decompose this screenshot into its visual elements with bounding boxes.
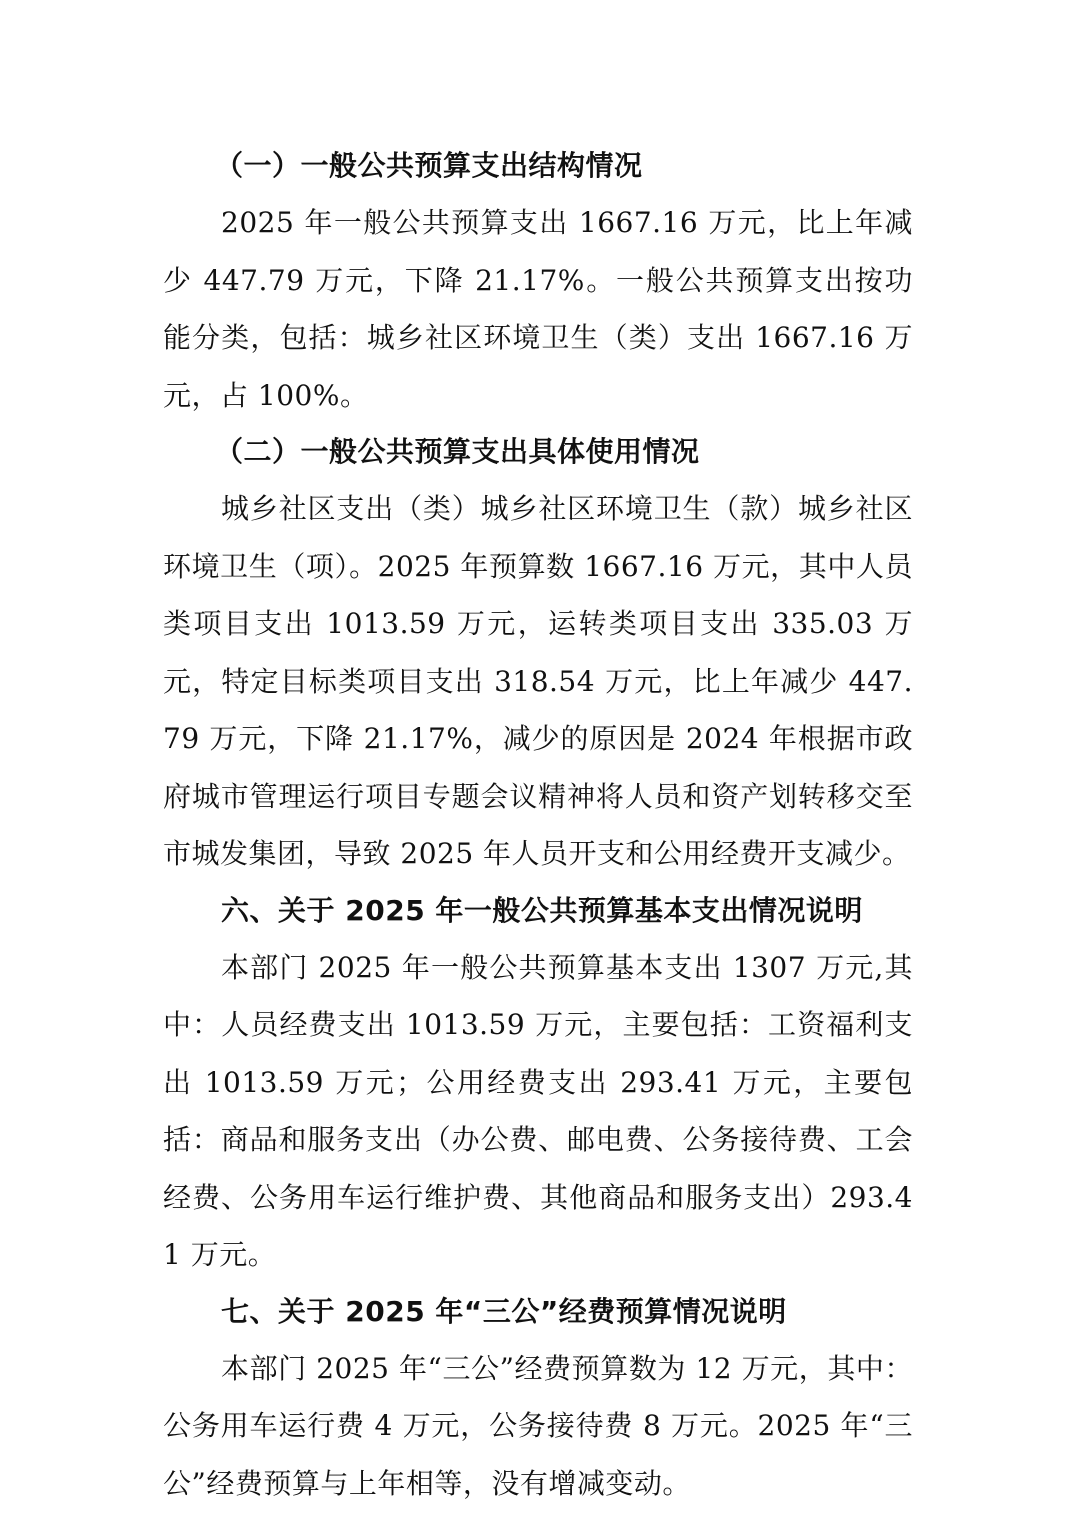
paragraph-three-public: 本部门 2025 年“三公”经费预算数为 12 万元，其中：公务用车运行费 4 万元，公务接待费 8 万元。2025 年“三公”经费预算与上年相等，没有增减变动。 (163, 1351, 913, 1500)
section-heading-usage: （二）一般公共预算支出具体使用情况 (215, 435, 700, 468)
paragraph-usage: 城乡社区支出（类）城乡社区环境卫生（款）城乡社区环境卫生（项）。2025 年预算数 1667.16 万元，其中人员类项目支出 1013.59 万元，运转类项目支出 335.03 万元，特定目标类项目支出 318.54 万元，比上年减少 447.79 万元，下降 21.17%，减少的原因是 2024 年根据市政府城市管理运行项目专题会议精神将人员和资产划转移交至市城发集团，导致 2025 年人员开支和公用经费开支减少。 (163, 492, 913, 870)
paragraph-structure: 2025 年一般公共预算支出 1667.16 万元，比上年减少 447.79 万元，下降 21.17%。一般公共预算支出按功能分类，包括：城乡社区环境卫生（类）支出 1667.16 万元，占 100%。 (163, 206, 913, 412)
document-body (163, 138, 913, 1512)
section-heading-three-public: 七、关于 2025 年“三公”经费预算情况说明 (221, 1294, 787, 1328)
paragraph-basic-expenditure: 本部门 2025 年一般公共预算基本支出 1307 万元,其中：人员经费支出 1013.59 万元，主要包括：工资福利支出 1013.59 万元；公用经费支出 293.41 万元，主要包括：商品和服务支出（办公费、邮电费、公务接待费、工会经费、公务用车运行维护费、其他商品和服务支出）293.41 万元。 (163, 950, 913, 1271)
section-heading-structure: （一）一般公共预算支出结构情况 (215, 149, 643, 182)
section-heading-basic-expenditure: 六、关于 2025 年一般公共预算基本支出情况说明 (221, 893, 863, 927)
